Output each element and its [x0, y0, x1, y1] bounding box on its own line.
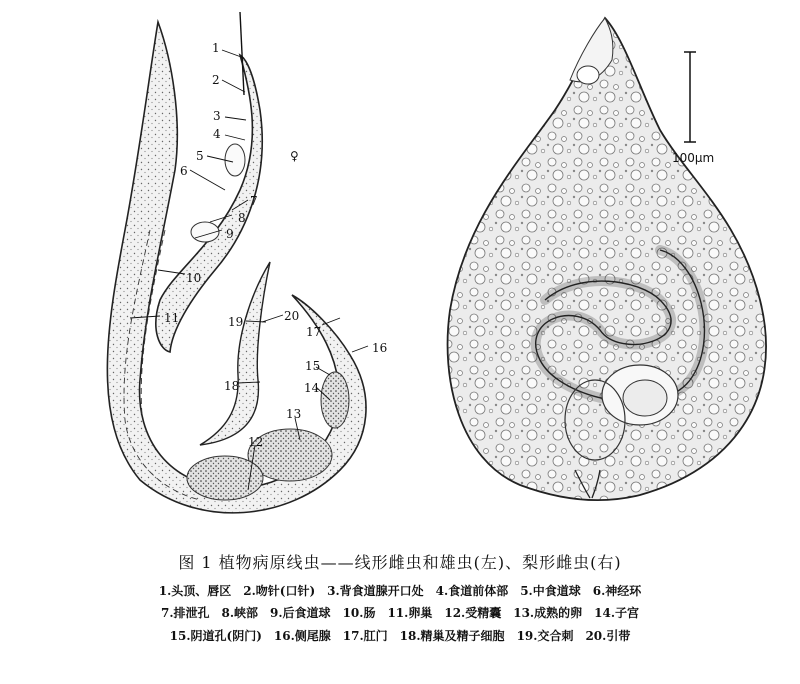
- legend-item: 18.精巢及精子细胞: [399, 629, 505, 643]
- callout-number: 18: [224, 379, 240, 393]
- legend-item: 5.中食道球: [520, 584, 581, 598]
- legend-item: 17.肛门: [342, 629, 388, 643]
- callout-number: 17: [306, 325, 322, 339]
- legend-item: 11.卵巢: [387, 606, 433, 620]
- callout-number: 3: [213, 109, 221, 123]
- legend-item: 19.交合刺: [516, 629, 574, 643]
- legend-item: 12.受精囊: [444, 606, 502, 620]
- legend-item: 4.食道前体部: [435, 584, 509, 598]
- figure-caption: 图 1 植物病原线虫——线形雌虫和雄虫(左)、梨形雌虫(右): [178, 553, 622, 572]
- scale-bar: [672, 52, 714, 165]
- linear-female-nematode: [107, 22, 366, 513]
- legend-row-1: [0, 582, 800, 599]
- pear-shaped-female-nematode: [448, 18, 766, 500]
- legend-row-2: [0, 604, 800, 621]
- legend-item: 6.神经环: [592, 584, 642, 598]
- legend-item: 14.子宫: [594, 606, 640, 620]
- callout-number: 10: [186, 271, 202, 285]
- legend-item: 16.侧尾腺: [273, 629, 331, 643]
- callout-number: 16: [372, 341, 388, 355]
- callout-number: 7: [250, 194, 258, 208]
- callout-number: 13: [286, 407, 302, 421]
- legend-item: 15.阴道孔(阴门): [169, 629, 262, 643]
- callout-number: 14: [304, 381, 320, 395]
- legend-item: 9.后食道球: [270, 606, 331, 620]
- legend-row-3: [0, 627, 800, 644]
- callout-number: 5: [196, 149, 204, 163]
- callout-number: 8: [238, 211, 246, 225]
- callout-number: 11: [164, 311, 180, 325]
- legend-item: 20.引带: [585, 629, 631, 643]
- callout-number: 2: [212, 73, 220, 87]
- callout-number: 15: [305, 359, 321, 373]
- callout-number: 12: [248, 435, 264, 449]
- legend-item: 8.峡部: [221, 606, 259, 620]
- legend-item: 13.成熟的卵: [513, 606, 583, 620]
- legend-item: 10.肠: [342, 606, 376, 620]
- callout-number: 4: [213, 127, 221, 141]
- callout-number: 9: [226, 227, 234, 241]
- legend-item: 3.背食道腺开口处: [327, 584, 424, 598]
- callout-number: 1: [212, 41, 220, 55]
- legend-item: 7.排泄孔: [160, 606, 210, 620]
- callout-number: 19: [228, 315, 244, 329]
- legend-item: 2.吻针(口针): [243, 584, 316, 598]
- scale-bar-label: 100μm: [672, 151, 715, 165]
- female-symbol: ♀: [290, 149, 299, 163]
- callout-number: 6: [180, 164, 188, 178]
- legend-item: 1.头顶、唇区: [158, 584, 232, 598]
- callout-number: 20: [284, 309, 300, 323]
